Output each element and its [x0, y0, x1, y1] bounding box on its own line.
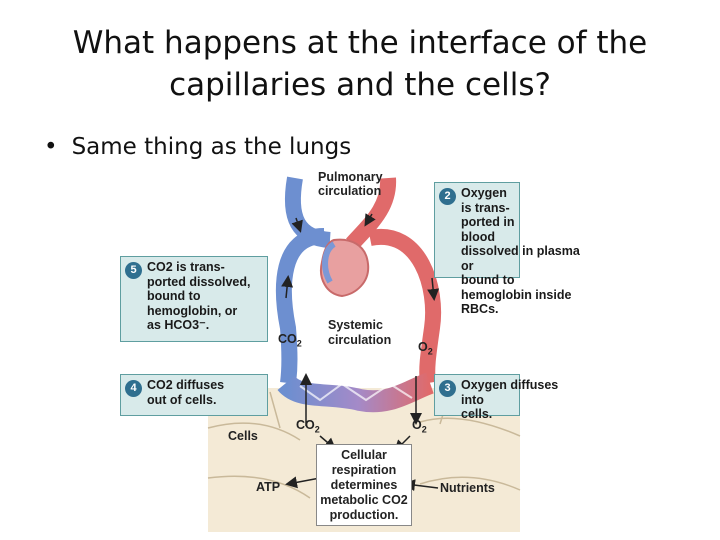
bullet-text: Same thing as the lungs [71, 134, 352, 160]
step-2-line: or bound to [461, 258, 515, 287]
cellular-line: production. [329, 508, 399, 522]
slide-title [0, 22, 720, 106]
cellular-line: Cellular [341, 448, 387, 462]
step-5-box [120, 256, 268, 342]
nutrients-label: Nutrients [440, 481, 495, 495]
step-5-line: CO2 is trans- [147, 260, 225, 274]
step-4-box [120, 374, 268, 416]
systemic-label-2: circulation [328, 333, 392, 347]
co2-label-cells: $CO_2$ [296, 418, 320, 435]
atp-label: ATP [256, 480, 281, 494]
step-5-line: hemoglobin, or [147, 303, 238, 318]
step-3-line: into cells. [461, 392, 493, 421]
step-2-line: hemoglobin inside [461, 287, 572, 302]
cellular-line: respiration [331, 463, 397, 477]
title-line-1: What happens at the interface of the [72, 25, 648, 61]
title-line-2: capillaries and the cells? [169, 67, 551, 103]
step-2-number: 2 [439, 188, 456, 205]
step-5-line: bound to [147, 289, 201, 303]
step-5-line: as HCO3⁻. [147, 318, 210, 332]
step-2-line: dissolved in plasma [461, 244, 580, 258]
step-3-line: Oxygen diffuses [461, 378, 559, 392]
step-2-box [434, 182, 580, 316]
cells-label: Cells [228, 429, 258, 443]
pulmonary-label: circulation [318, 184, 382, 198]
step-2-line: RBCs. [461, 302, 499, 316]
cellular-line: metabolic CO2 [320, 493, 408, 507]
step-4-number: 4 [125, 380, 142, 397]
step-4-line: CO2 diffuses [147, 378, 225, 392]
cellular-line: determines [330, 478, 398, 492]
step-2-line: Oxygen is trans- [461, 186, 510, 215]
systemic-vein-blue [284, 236, 324, 383]
o2-label-cells: $O_2$ [412, 418, 427, 435]
step-5-number: 5 [125, 262, 142, 279]
step-5-line: ported dissolved, [147, 274, 251, 289]
bullet-item [44, 134, 351, 160]
co2-label-blood: $CO_2$ [278, 332, 302, 349]
step-3-box [434, 374, 559, 421]
cellular-respiration-box [316, 444, 412, 526]
o2-label-blood: $O_2$ [418, 340, 433, 357]
bullet-dot: • [44, 134, 58, 160]
systemic-label-1: Systemic [328, 318, 383, 332]
step-2-line: ported in blood [461, 215, 515, 244]
circulation-diagram [120, 170, 580, 532]
pulmonary-label-top: Pulmonary [318, 170, 383, 184]
systemic-artery-red [370, 237, 433, 383]
step-4-line: out of cells. [147, 392, 217, 407]
step-3-number: 3 [439, 380, 456, 397]
